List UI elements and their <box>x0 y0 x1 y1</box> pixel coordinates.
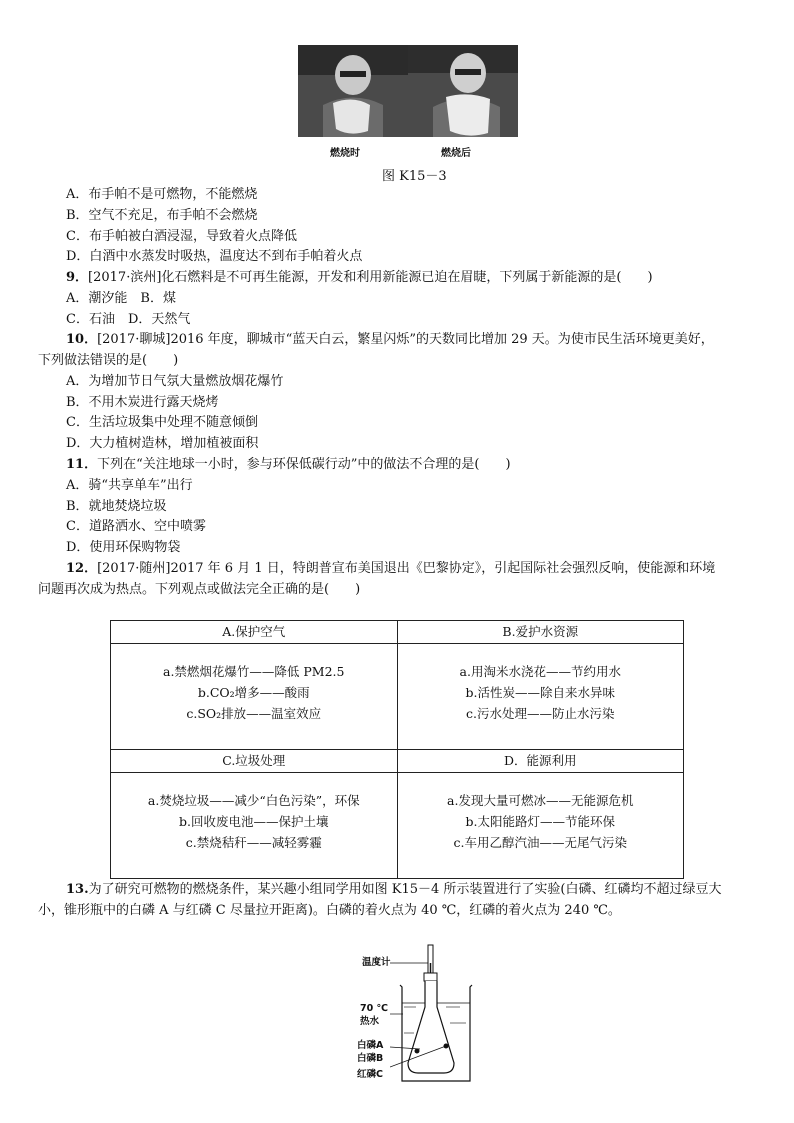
q9-stem <box>66 268 653 288</box>
table-header-b: B.爱护水资源 <box>397 621 684 644</box>
table-b-line-a: a.用淘米水浇花——节约用水 <box>459 664 621 679</box>
table-a-line-b: b.CO₂增多——酸雨 <box>197 685 310 700</box>
q9-options-1: A．潮汐能 B．煤 <box>66 291 176 306</box>
q10-number: 10． <box>66 332 98 347</box>
label-thermometer: 温度计 <box>362 957 391 968</box>
q8-option-d: D．白酒中水蒸发时吸热，温度达不到布手帕着火点 <box>66 249 363 264</box>
q10-option-c: C．生活垃圾集中处理不随意倾倒 <box>66 415 258 430</box>
table-header-c: C.垃圾处理 <box>111 750 398 773</box>
table-d-line-a: a.发现大量可燃冰——无能源危机 <box>447 793 634 808</box>
table-cell-a <box>111 644 398 750</box>
q9-number: 9． <box>66 270 89 285</box>
q11-option-d: D．使用环保购物袋 <box>66 540 181 555</box>
label-red-phosphorus-c: 红磷C <box>357 1069 383 1080</box>
table-b-line-c: c.污水处理——防止水污染 <box>466 706 615 721</box>
table-b-line-b: b.活性炭——除自来水异味 <box>465 685 615 700</box>
table-a-line-a: a.禁燃烟花爆竹——降低 PM2.5 <box>163 664 345 679</box>
q11-number: 11． <box>66 457 98 472</box>
figure-label-k15-3: 图 K15－3 <box>382 169 447 184</box>
q10-stem-text-1: [2017·聊城]2016 年度，聊城市“蓝天白云，繁星闪烁”的天数同比增加 29 天。为使市民生活环境更美好， <box>97 332 714 347</box>
table-cell-c <box>111 773 398 879</box>
apparatus-diagram <box>390 943 480 1083</box>
label-hot-water: 热水 <box>360 1016 380 1027</box>
q11-stem <box>66 455 511 475</box>
q10-option-d: D．大力植树造林，增加植被面积 <box>66 436 259 451</box>
q11-option-a: A．骑“共享单车”出行 <box>66 478 193 493</box>
table-d-line-b: b.太阳能路灯——节能环保 <box>465 814 615 829</box>
q12-stem-2: 问题再次成为热点。下列观点或做法完全正确的是( ) <box>38 582 361 597</box>
q10-stem-2: 下列做法错误的是( ) <box>38 353 179 368</box>
q13-number: 13. <box>66 882 89 897</box>
table-cell-d <box>397 773 684 879</box>
after-burning-photo <box>408 45 518 137</box>
table-cell-b <box>397 644 684 750</box>
table-a-line-c: c.SO₂排放——温室效应 <box>186 706 322 721</box>
q9-options-2: C．石油 D．天然气 <box>66 312 191 327</box>
q9-stem-text: [2017·滨州]化石燃料是不可再生能源，开发和利用新能源已迫在眉睫，下列属于新能源的是( ) <box>88 270 653 285</box>
q10-option-b: B．不用木炭进行露天烧烤 <box>66 395 219 410</box>
q12-stem-1 <box>66 559 715 579</box>
table-c-line-c: c.禁烧秸秆——减轻雾霾 <box>185 835 322 850</box>
q13-stem-1 <box>66 880 722 900</box>
q8-option-a: A．布手帕不是可燃物，不能燃烧 <box>66 187 258 202</box>
table-d-line-c: c.车用乙醇汽油——无尾气污染 <box>453 835 627 850</box>
q10-stem-1 <box>66 330 714 350</box>
q8-option-c: C．布手帕被白酒浸湿，导致着火点降低 <box>66 229 297 244</box>
burning-photo <box>298 45 408 137</box>
q12-number: 12． <box>66 561 98 576</box>
table-c-line-b: b.回收废电池——保护土壤 <box>179 814 329 829</box>
caption-after-burning: 燃烧后 <box>441 148 471 159</box>
q12-stem-text-1: [2017·随州]2017 年 6 月 1 日，特朗普宣布美国退出《巴黎协定》，引起国际社会强烈反响，使能源和环境 <box>97 561 716 576</box>
table-header-a: A.保护空气 <box>111 621 398 644</box>
label-white-phosphorus-a: 白磷A <box>357 1040 384 1051</box>
q12-options-table <box>110 620 684 879</box>
q11-option-c: C．道路洒水、空中喷雾 <box>66 519 206 534</box>
q11-option-b: B．就地焚烧垃圾 <box>66 499 167 514</box>
q13-stem-text-1: 为了研究可燃物的燃烧条件，某兴趣小组同学用如图 K15－4 所示装置进行了实验(白磷、红磷均不超过绿豆大 <box>88 882 722 897</box>
caption-burning: 燃烧时 <box>330 148 360 159</box>
table-c-line-a: a.焚烧垃圾——减少“白色污染”，环保 <box>147 793 360 808</box>
label-water-temp: 70 ℃ <box>360 1003 389 1014</box>
label-white-phosphorus-b: 白磷B <box>357 1053 384 1064</box>
q13-stem-2: 小，锥形瓶中的白磷 A 与红磷 C 尽量拉开距离)。白磷的着火点为 40 ℃，红磷的着火点为 240 ℃。 <box>38 903 621 918</box>
q10-option-a: A．为增加节日气氛大量燃放烟花爆竹 <box>66 374 284 389</box>
q11-stem-text: 下列在“关注地球一小时，参与环保低碳行动”中的做法不合理的是( ) <box>97 457 511 472</box>
q8-option-b: B．空气不充足，布手帕不会燃烧 <box>66 208 258 223</box>
table-header-d: D．能源利用 <box>397 750 684 773</box>
